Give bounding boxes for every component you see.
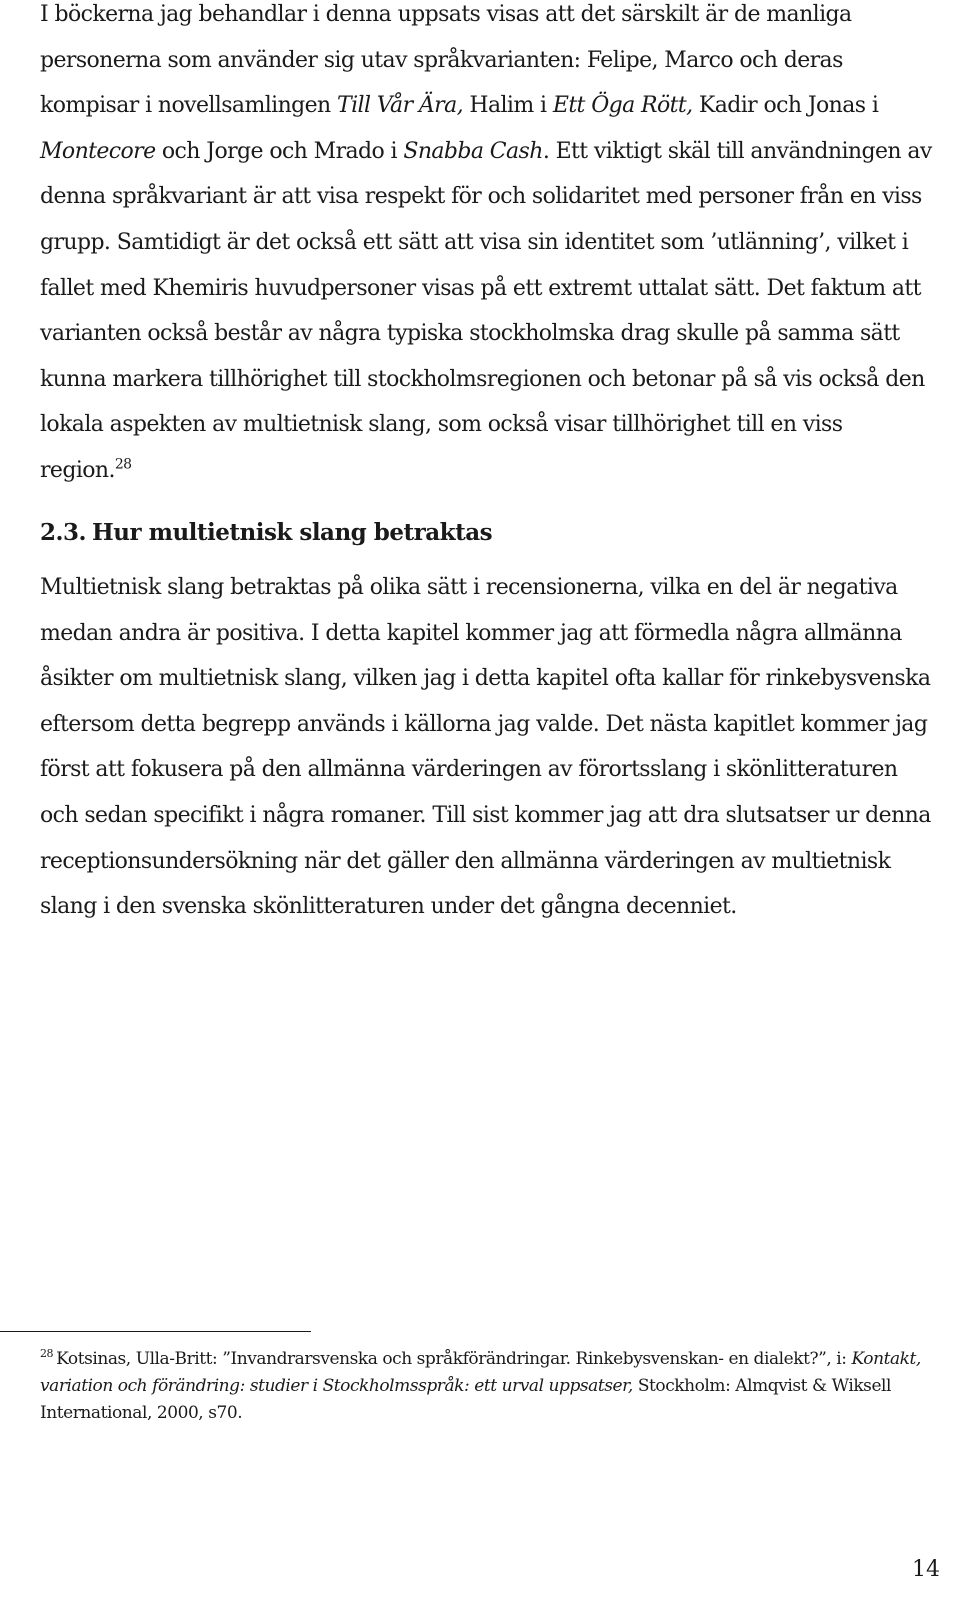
paragraph-text: Halim i xyxy=(463,93,553,119)
book-title-till-var-ara: Till Vår Ära, xyxy=(337,93,463,119)
page-number: 14 xyxy=(912,1557,940,1582)
paragraph-text: . Ett viktigt skäl till användningen av denna språkvariant är att visa respekt för och solidaritet med personer från en viss grupp. Samtidigt är det också ett sätt att visa sin identitet som ’utlänning’, vilket i fallet med Khemiris huvudpersoner visas på ett extremt uttalat sätt. Det faktum att varianten också består av några typiska stockholmska drag skulle på samma sätt kunna markera tillhörighet till stockholmsregionen och betonar på så vis också den lokala aspekten av multietnisk slang, som också visar tillhörighet till en viss region. xyxy=(40,138,932,483)
book-title-montecore: Montecore xyxy=(40,138,156,164)
footnote-text: Kotsinas, Ulla-Britt: ”Invandrarsvenska och språkförändringar. Rinkebysvenskan- en dialekt?”, i: xyxy=(56,1349,852,1369)
footnote-reference[interactable]: 28 xyxy=(114,456,132,473)
footnote-text: Stockholm: Almqvist & Wiksell International, 2000, s70. xyxy=(40,1375,892,1423)
book-title-snabba-cash: Snabba Cash xyxy=(403,138,543,164)
footnote-number: 28 xyxy=(40,1347,54,1361)
section-heading xyxy=(40,518,492,548)
section-number: 2.3. xyxy=(40,519,87,546)
footnote xyxy=(40,1346,945,1426)
book-title-ett-oga-rott: Ett Öga Rött, xyxy=(552,93,693,119)
paragraph-text: och Jorge och Mrado i xyxy=(155,138,404,164)
footnote-source-title: Kontakt, variation och förändring: studier i Stockholmsspråk: ett urval uppsatser, xyxy=(40,1349,921,1396)
paragraph-text: I böckerna jag behandlar i denna uppsats visas att det särskilt är de manliga personerna som använder sig utav språkvarianten: Felipe, Marco och deras kompisar i novellsamlingen xyxy=(40,2,852,119)
section-title: Hur multietnisk slang betraktas xyxy=(92,519,493,546)
body-paragraph-1 xyxy=(40,0,940,494)
footnote-separator xyxy=(0,1331,311,1332)
paragraph-text: Kadir och Jonas i xyxy=(692,93,879,119)
body-paragraph-2: Multietnisk slang betraktas på olika sätt i recensionerna, vilka en del är negativa medan andra är positiva. I detta kapitel kommer jag att förmedla några allmänna åsikter om multietnisk slang, vilken jag i detta kapitel ofta kallar för rinkebysvenska eftersom detta begrepp används i källorna jag valde. Det nästa kapitlet kommer jag först att fokusera på den allmänna värderingen av förortsslang i skönlitteraturen och sedan specifikt i några romaner. Till sist kommer jag att dra slutsatser ur denna receptionsundersökning när det gäller den allmänna värderingen av multietnisk slang i den svenska skönlitteraturen under det gångna decenniet. xyxy=(40,575,931,920)
